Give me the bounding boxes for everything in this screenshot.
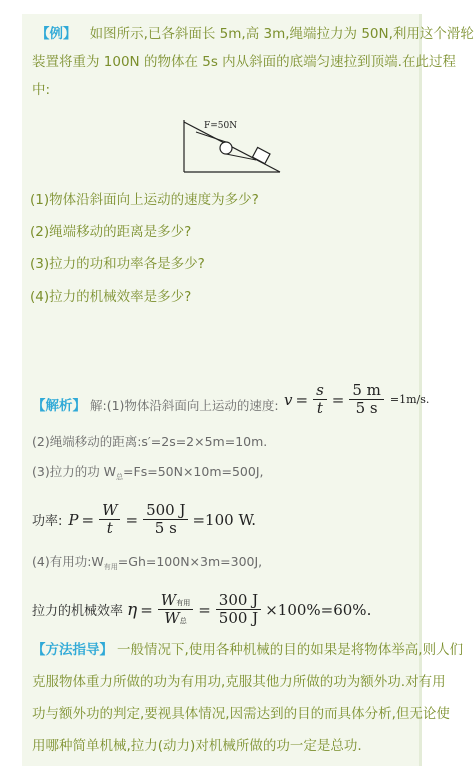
velocity-equation: v = $\frac{s}{t}$ = $\frac{5 m}{5 s}$ =1m/s. [284,381,430,418]
method-line-1: 一般情况下,使用各种机械的目的如果是将物体举高,则人们 [117,642,464,658]
question-4: (4)拉力的机械效率是多少? [30,289,192,305]
efficiency-label: 拉力的机械效率 [32,604,124,620]
method-line-3: 功与额外功的判定,要视具体情况,因需达到的目的而具体分析,但无论使 [32,706,450,722]
eff-denominator-sub: 总 [179,617,187,626]
example-line-3: 中: [32,82,51,98]
method-tag: 【方法指导】 [32,642,113,658]
block-icon [252,147,270,163]
p-result: =100 W. [192,510,257,529]
v-denominator-value: 5 s [355,399,378,418]
p-denominator: t [106,519,113,538]
force-label: F=50N [204,121,238,131]
eff-numerator: W [160,591,177,609]
question-1: (1)物体沿斜面向上运动的速度为多少? [30,192,259,208]
v-numerator: s [313,382,327,400]
eff-numerator-sub: 有用 [176,599,191,607]
v-symbol: v [284,390,293,409]
eta-symbol: η [127,599,138,620]
useful-work-suffix: =Gh=100N×3m=300J, [117,554,263,569]
p-denominator-value: 5 s [154,519,177,538]
power-label: 功率: [32,514,63,530]
analysis-tag: 【解析】 [32,398,86,414]
example-paragraph [36,22,474,42]
question-2: (2)绳端移动的距离是多少? [30,224,192,240]
question-3: (3)拉力的功和功率各是多少? [30,256,205,272]
example-tag: 【例】 [36,26,77,42]
eff-denominator-value: 500 J [218,609,259,628]
power-equation: 功率: P = $\frac{W}{t}$ = $\frac{500 J}{5 s}$ =100 W. [32,501,257,538]
method-line-4: 用哪种简单机械,拉力(动力)对机械所做的功一定是总功. [32,738,362,754]
method-first-line [32,638,463,658]
analysis-line-3 [32,462,264,482]
p-numerator: W [99,502,120,520]
work-suffix: =Fs=50N×10m=500J, [123,464,264,479]
efficiency-equation: 拉力的机械效率 η = $\frac{\text{W有用}}{\text{W总}}$ = $\frac{300 J}{500 J}$ ×100%=60%. [32,591,372,628]
eff-numerator-value: 300 J [216,592,261,610]
example-line-1: 如图所示,已各斜面长 5m,高 3m,绳端拉力为 50N,利用这个滑轮 [89,26,474,42]
pulley-icon [220,142,232,154]
analysis-line-5 [32,552,262,572]
v-result: =1m/s. [389,393,430,407]
p-numerator-value: 500 J [143,502,188,520]
eff-result: ×100%=60%. [265,600,372,619]
analysis-intro: 解:(1)物体沿斜面向上运动的速度: [90,398,279,413]
method-line-2: 克服物体重力所做的功为有用功,克服其他力所做的功为额外功.对有用 [32,674,446,690]
work-subscript: 总 [116,473,124,481]
example-line-2: 装置将重为 100N 的物体在 5s 内从斜面的底端匀速拉到顶端.在此过程 [32,54,456,70]
analysis-line-2: (2)绳端移动的距离:s′=2s=2×5m=10m. [32,434,268,449]
useful-work-subscript: 有用 [103,563,118,571]
work-prefix: (3)拉力的功 W [32,464,117,479]
v-numerator-value: 5 m [349,382,384,400]
v-denominator: t [316,399,323,418]
eff-denominator: W [164,609,180,628]
useful-work-prefix: (4)有用功:W [32,554,104,569]
p-symbol: P [68,510,79,529]
